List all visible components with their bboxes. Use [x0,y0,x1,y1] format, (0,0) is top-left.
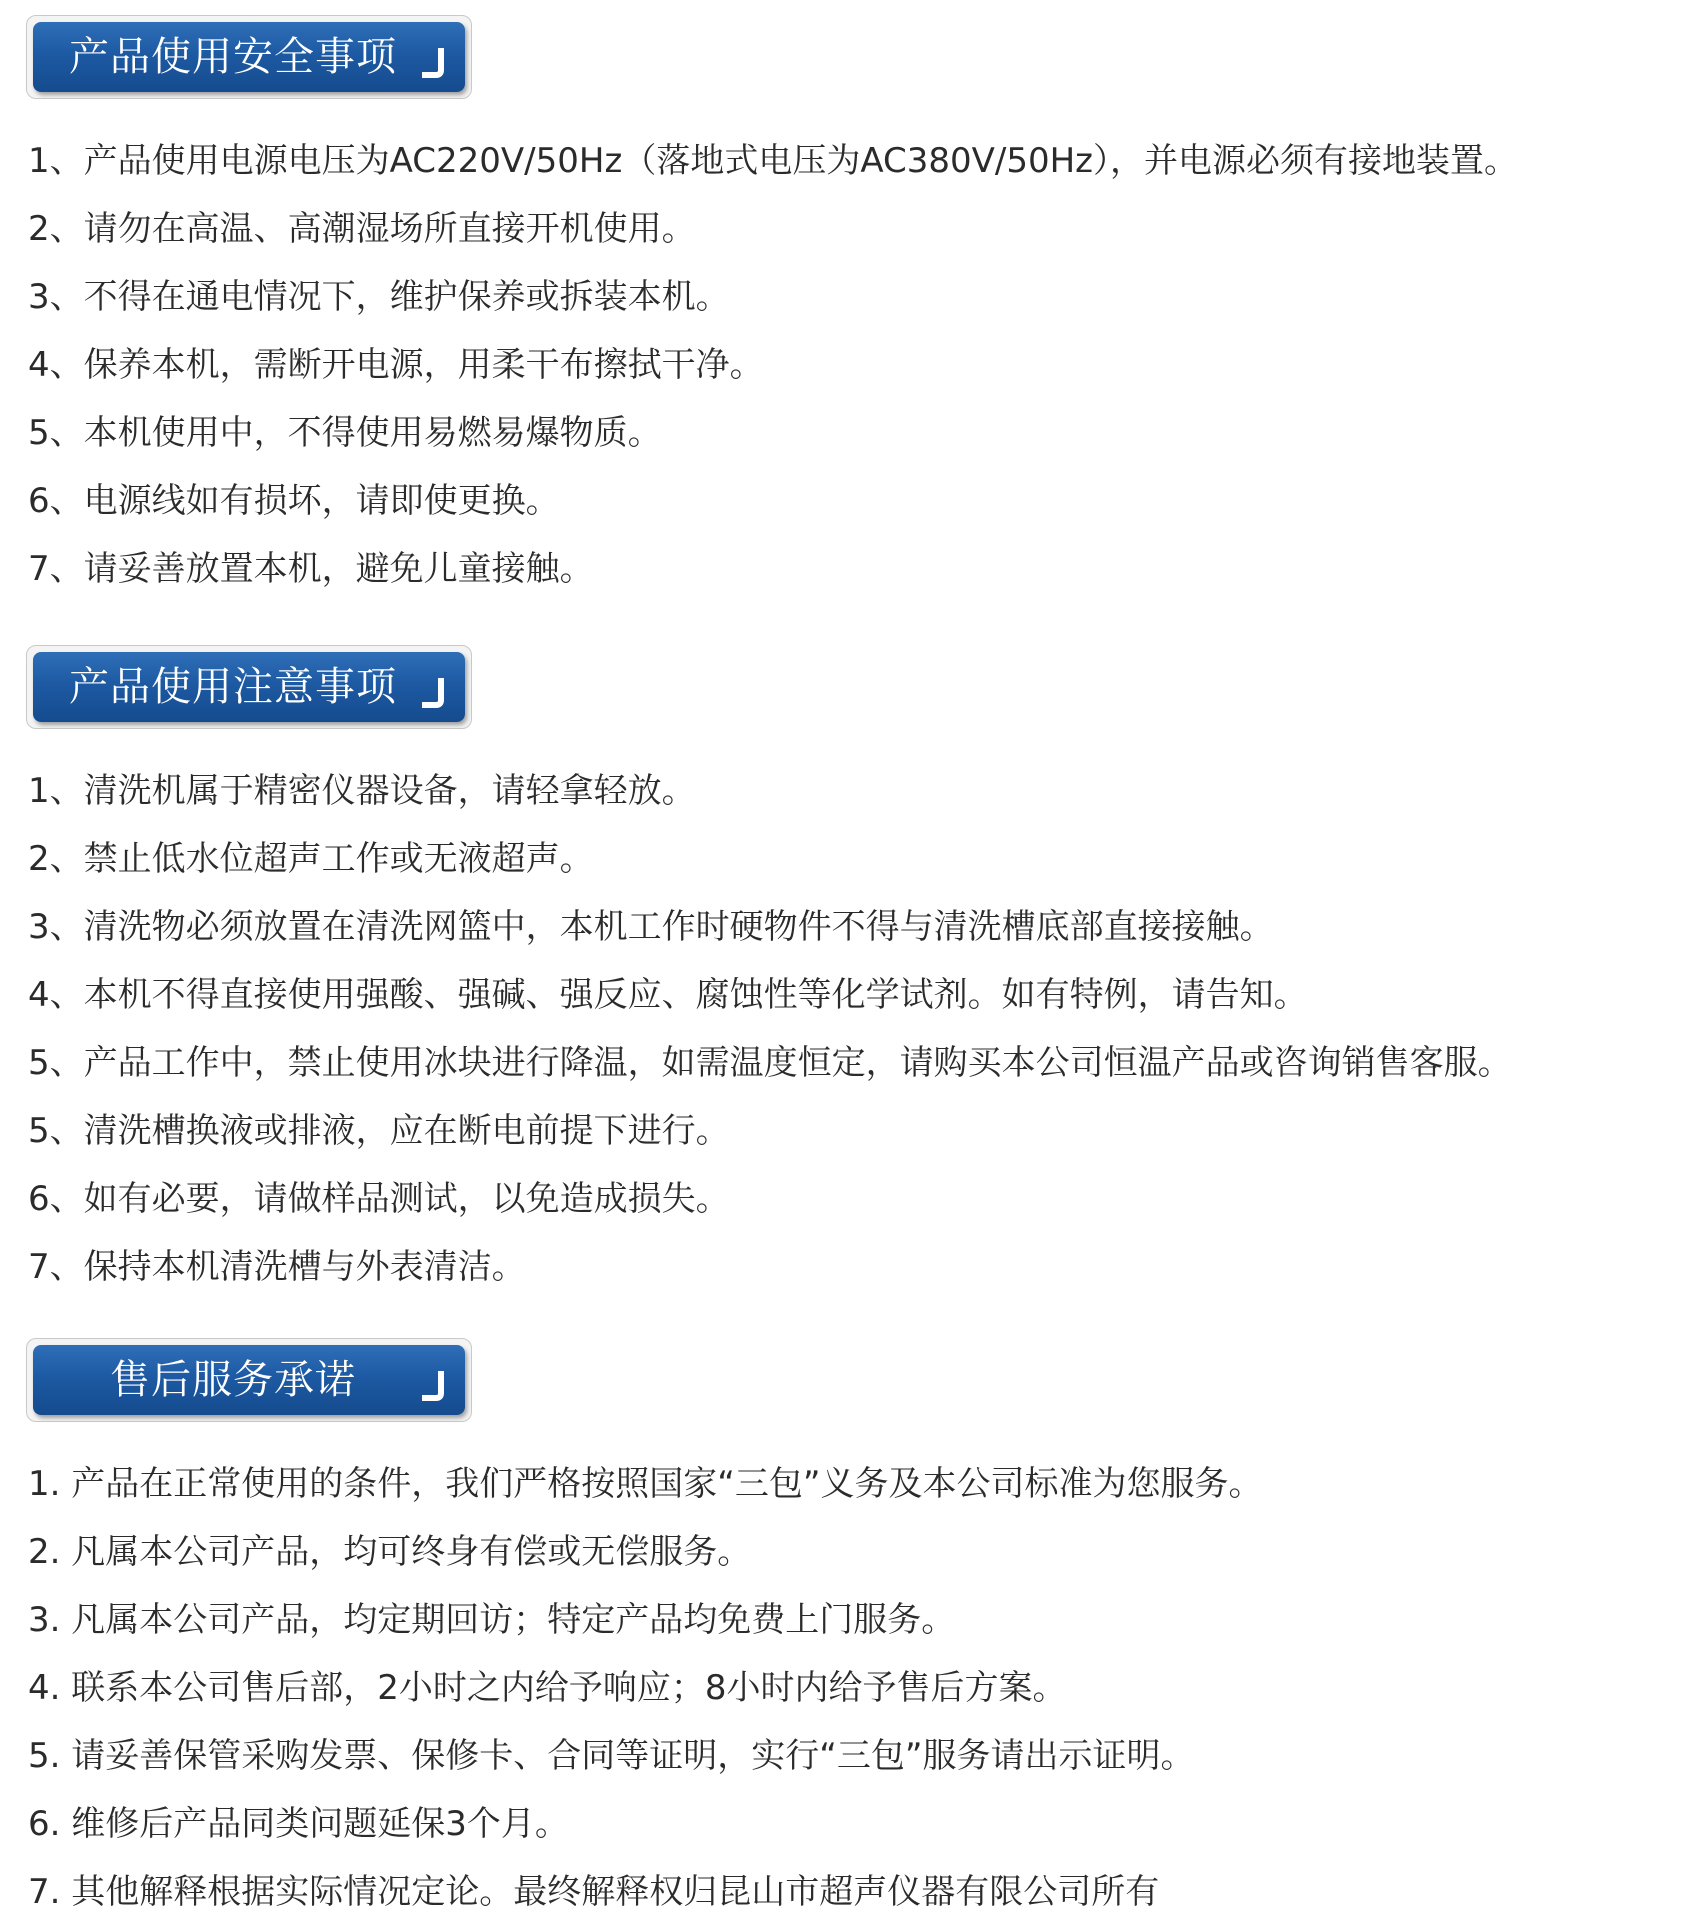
list-item: 1、产品使用电源电压为AC220V/50Hz（落地式电压为AC380V/50Hz），并电源必须有接地装置。 [28,141,1519,181]
list-item: 6、如有必要，请做样品测试，以免造成损失。 [28,1179,730,1219]
list-item: 5、产品工作中，禁止使用冰块进行降温，如需温度恒定，请购买本公司恒温产品或咨询销售客服。 [28,1043,1512,1083]
list-item: 7、保持本机清洗槽与外表清洁。 [28,1247,526,1287]
list-item: 4、本机不得直接使用强酸、强碱、强反应、腐蚀性等化学试剂。如有特例，请告知。 [28,975,1308,1015]
list-item: 2、请勿在高温、高潮湿场所直接开机使用。 [28,209,696,249]
list-item: 3、清洗物必须放置在清洗网篮中，本机工作时硬物件不得与清洗槽底部直接接触。 [28,907,1274,947]
list-item: 4. 联系本公司售后部，2小时之内给予响应；8小时内给予售后方案。 [28,1668,1067,1708]
list-item: 6. 维修后产品同类问题延保3个月。 [28,1804,569,1844]
section-title: 产品使用安全事项 [69,34,397,80]
list-item: 2、禁止低水位超声工作或无液超声。 [28,839,594,879]
section-header [33,1345,465,1415]
section-header [33,22,465,92]
section-header-badge [26,1338,472,1422]
after-sales-list [28,1450,1262,1926]
list-item: 2. 凡属本公司产品，均可终身有偿或无偿服务。 [28,1532,752,1572]
list-item: 7. 其他解释根据实际情况定论。最终解释权归昆山市超声仪器有限公司所有 [28,1872,1160,1912]
safety-list [28,127,1518,603]
section-header-badge [26,645,472,729]
corner-return-icon [421,1371,449,1403]
list-item: 5、本机使用中，不得使用易燃易爆物质。 [28,413,662,453]
section-header [33,652,465,722]
list-item: 5、清洗槽换液或排液，应在断电前提下进行。 [28,1111,730,1151]
list-item: 1. 产品在正常使用的条件，我们严格按照国家“三包”义务及本公司标准为您服务。 [28,1464,1263,1504]
list-item: 7、请妥善放置本机，避免儿童接触。 [28,549,594,589]
corner-return-icon [421,678,449,710]
list-item: 1、清洗机属于精密仪器设备，请轻拿轻放。 [28,771,696,811]
section-header-badge [26,15,472,99]
usage-notes-list [28,757,1512,1301]
list-item: 6、电源线如有损坏，请即使更换。 [28,481,560,521]
section-title: 产品使用注意事项 [69,664,397,710]
corner-return-icon [421,48,449,80]
section-title: 售后服务承诺 [110,1357,356,1403]
list-item: 5. 请妥善保管采购发票、保修卡、合同等证明，实行“三包”服务请出示证明。 [28,1736,1195,1776]
list-item: 3、不得在通电情况下，维护保养或拆装本机。 [28,277,730,317]
list-item: 4、保养本机，需断开电源，用柔干布擦拭干净。 [28,345,764,385]
list-item: 3. 凡属本公司产品，均定期回访；特定产品均免费上门服务。 [28,1600,956,1640]
